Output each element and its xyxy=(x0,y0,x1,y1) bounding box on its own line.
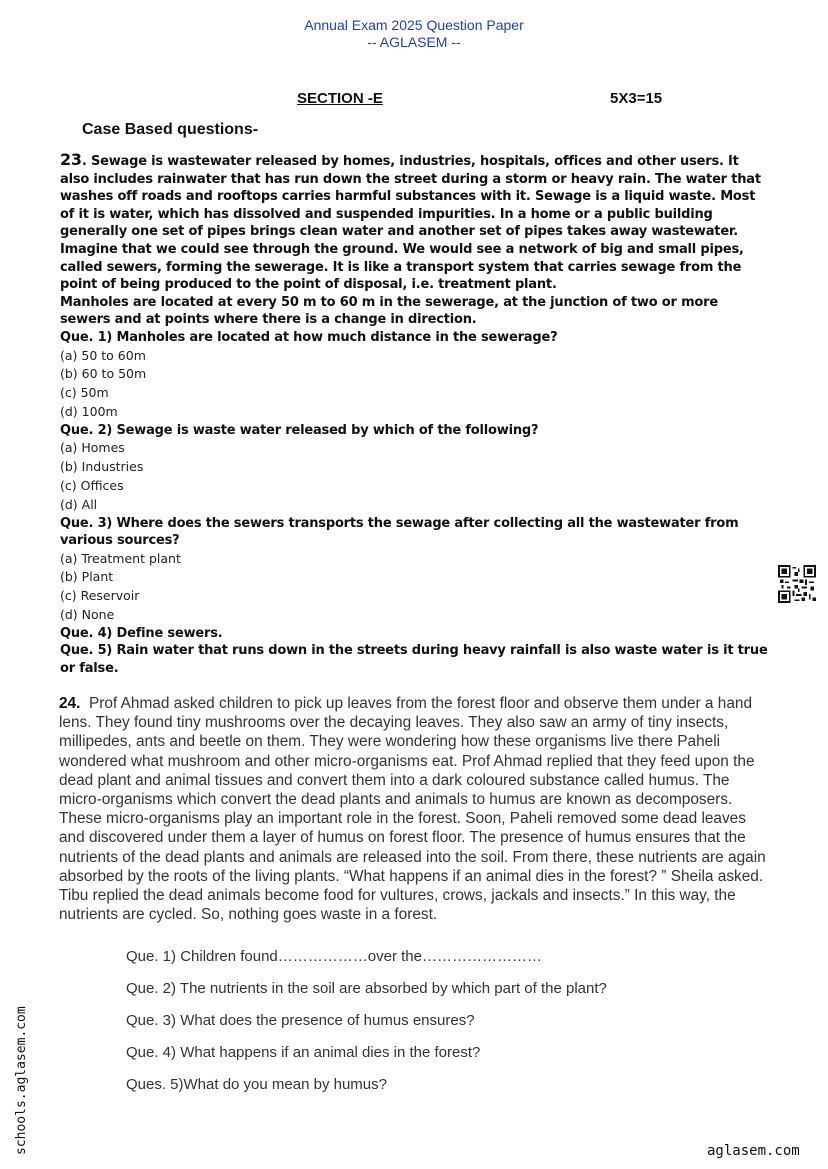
q23-1-option-b: (b) 60 to 50m xyxy=(60,366,147,382)
q23-sub-4: Que. 4) Define sewers. xyxy=(60,625,223,641)
q24-passage-text: Prof Ahmad asked children to pick up leaves from the forest floor and observe them under a hand lens. They found tiny mushrooms over the decaying leaves. They also saw an army of tiny insects, millipedes, ants and beetle on them. They were wondering how these organisms live there Paheli wondered what mushroom and other micro-organisms eat. Prof Ahmad replied that they feed upon the dead plant and animal tissues and convert them into a dark coloured substance called humus. The micro-organisms which convert the dead plants and animals to humus are known as decomposers. These micro-organisms play an important role in the forest. Soon, Paheli removed some dead leaves and discovered under them a layer of humus on forest floor. The presence of humus ensures that the nutrients of the dead plants and animals are released into the soil. From there, these nutrients are again absorbed by the roots of the living plants. “What happens if an animal dies in the forest? ” Sheila asked. Tibu replied the dead animals become food for vultures, crows, jackals and insects.” In this way, the nutrients are cycled. So, nothing goes waste in a forest. xyxy=(59,695,766,924)
q23-sub-5: Que. 5) Rain water that runs down in the streets during heavy rainfall is also waste water is it true or false. xyxy=(60,643,768,677)
question-23 xyxy=(60,151,772,678)
q23-3-option-c: (c) Reservoir xyxy=(60,588,140,604)
section-title: SECTION -E xyxy=(297,90,383,107)
q23-2-option-c: (c) Offices xyxy=(60,477,124,493)
qr-code-icon xyxy=(778,565,816,603)
footer-watermark: aglasem.com xyxy=(707,1143,800,1159)
q23-1-option-c: (c) 50m xyxy=(60,385,109,401)
q24-sub-1: Que. 1) Children found………………over the…………………… xyxy=(126,948,542,965)
q23-passage xyxy=(60,151,772,294)
q24-sub-4: Que. 4) What happens if an animal dies in the forest? xyxy=(126,1044,481,1061)
q23-2-option-a: (a) Homes xyxy=(60,440,125,456)
q23-passage-2: Manholes are located at every 50 m to 60 m in the sewerage, at the junction of two or more sewers and at points where there is a change in direction. xyxy=(60,294,718,328)
q23-1-option-a: (a) 50 to 60m xyxy=(60,347,146,363)
case-based-heading: Case Based questions- xyxy=(82,121,259,138)
q23-sub-3: Que. 3) Where does the sewers transports the sewage after collecting all the wastewater from various sources? xyxy=(60,515,739,549)
q24-number: 24. xyxy=(59,695,81,712)
q23-sub-2: Que. 2) Sewage is waste water released by which of the following? xyxy=(60,422,539,438)
question-24 xyxy=(59,694,771,924)
q24-sub-3: Que. 3) What does the presence of humus ensures? xyxy=(126,1012,475,1029)
q23-1-option-d: (d) 100m xyxy=(60,403,118,419)
q23-3-option-b: (b) Plant xyxy=(60,569,114,585)
q23-passage-text: . Sewage is wastewater released by homes, industries, hospitals, offices and other users. It also includes rainwater that has run down the street during a storm or heavy rain. The water that washes off roads and rooftops carries harmful substances with it. Sewage is a liquid waste. Most of it is water, which has dissolved and suspended impurities. In a home or a public building generally one set of pipes brings clean water and another set of pipes takes away wastewater. Imagine that we could see through the ground. We would see a network of big and small pipes, called sewers, forming the sewerage. It is like a transport system that carries sewage from the point of being produced to the point of disposal, i.e. treatment plant. xyxy=(60,154,761,293)
q23-sub-1: Que. 1) Manholes are located at how much distance in the sewerage? xyxy=(60,329,558,345)
q23-number: 23 xyxy=(60,150,82,169)
q24-passage xyxy=(59,694,771,924)
q23-3-option-d: (d) None xyxy=(60,607,115,623)
q24-sub-2: Que. 2) The nutrients in the soil are absorbed by which part of the plant? xyxy=(126,980,607,997)
q23-2-option-b: (b) Industries xyxy=(60,459,144,475)
q23-3-option-a: (a) Treatment plant xyxy=(60,550,181,566)
q24-sub-5: Ques. 5)What do you mean by humus? xyxy=(126,1076,387,1093)
section-marks: 5X3=15 xyxy=(610,90,663,107)
header-title: Annual Exam 2025 Question Paper xyxy=(304,17,524,33)
q23-2-option-d: (d) All xyxy=(60,496,98,512)
side-watermark: schools.aglasem.com xyxy=(14,1006,29,1155)
header-subtitle: -- AGLASEM -- xyxy=(367,34,461,50)
